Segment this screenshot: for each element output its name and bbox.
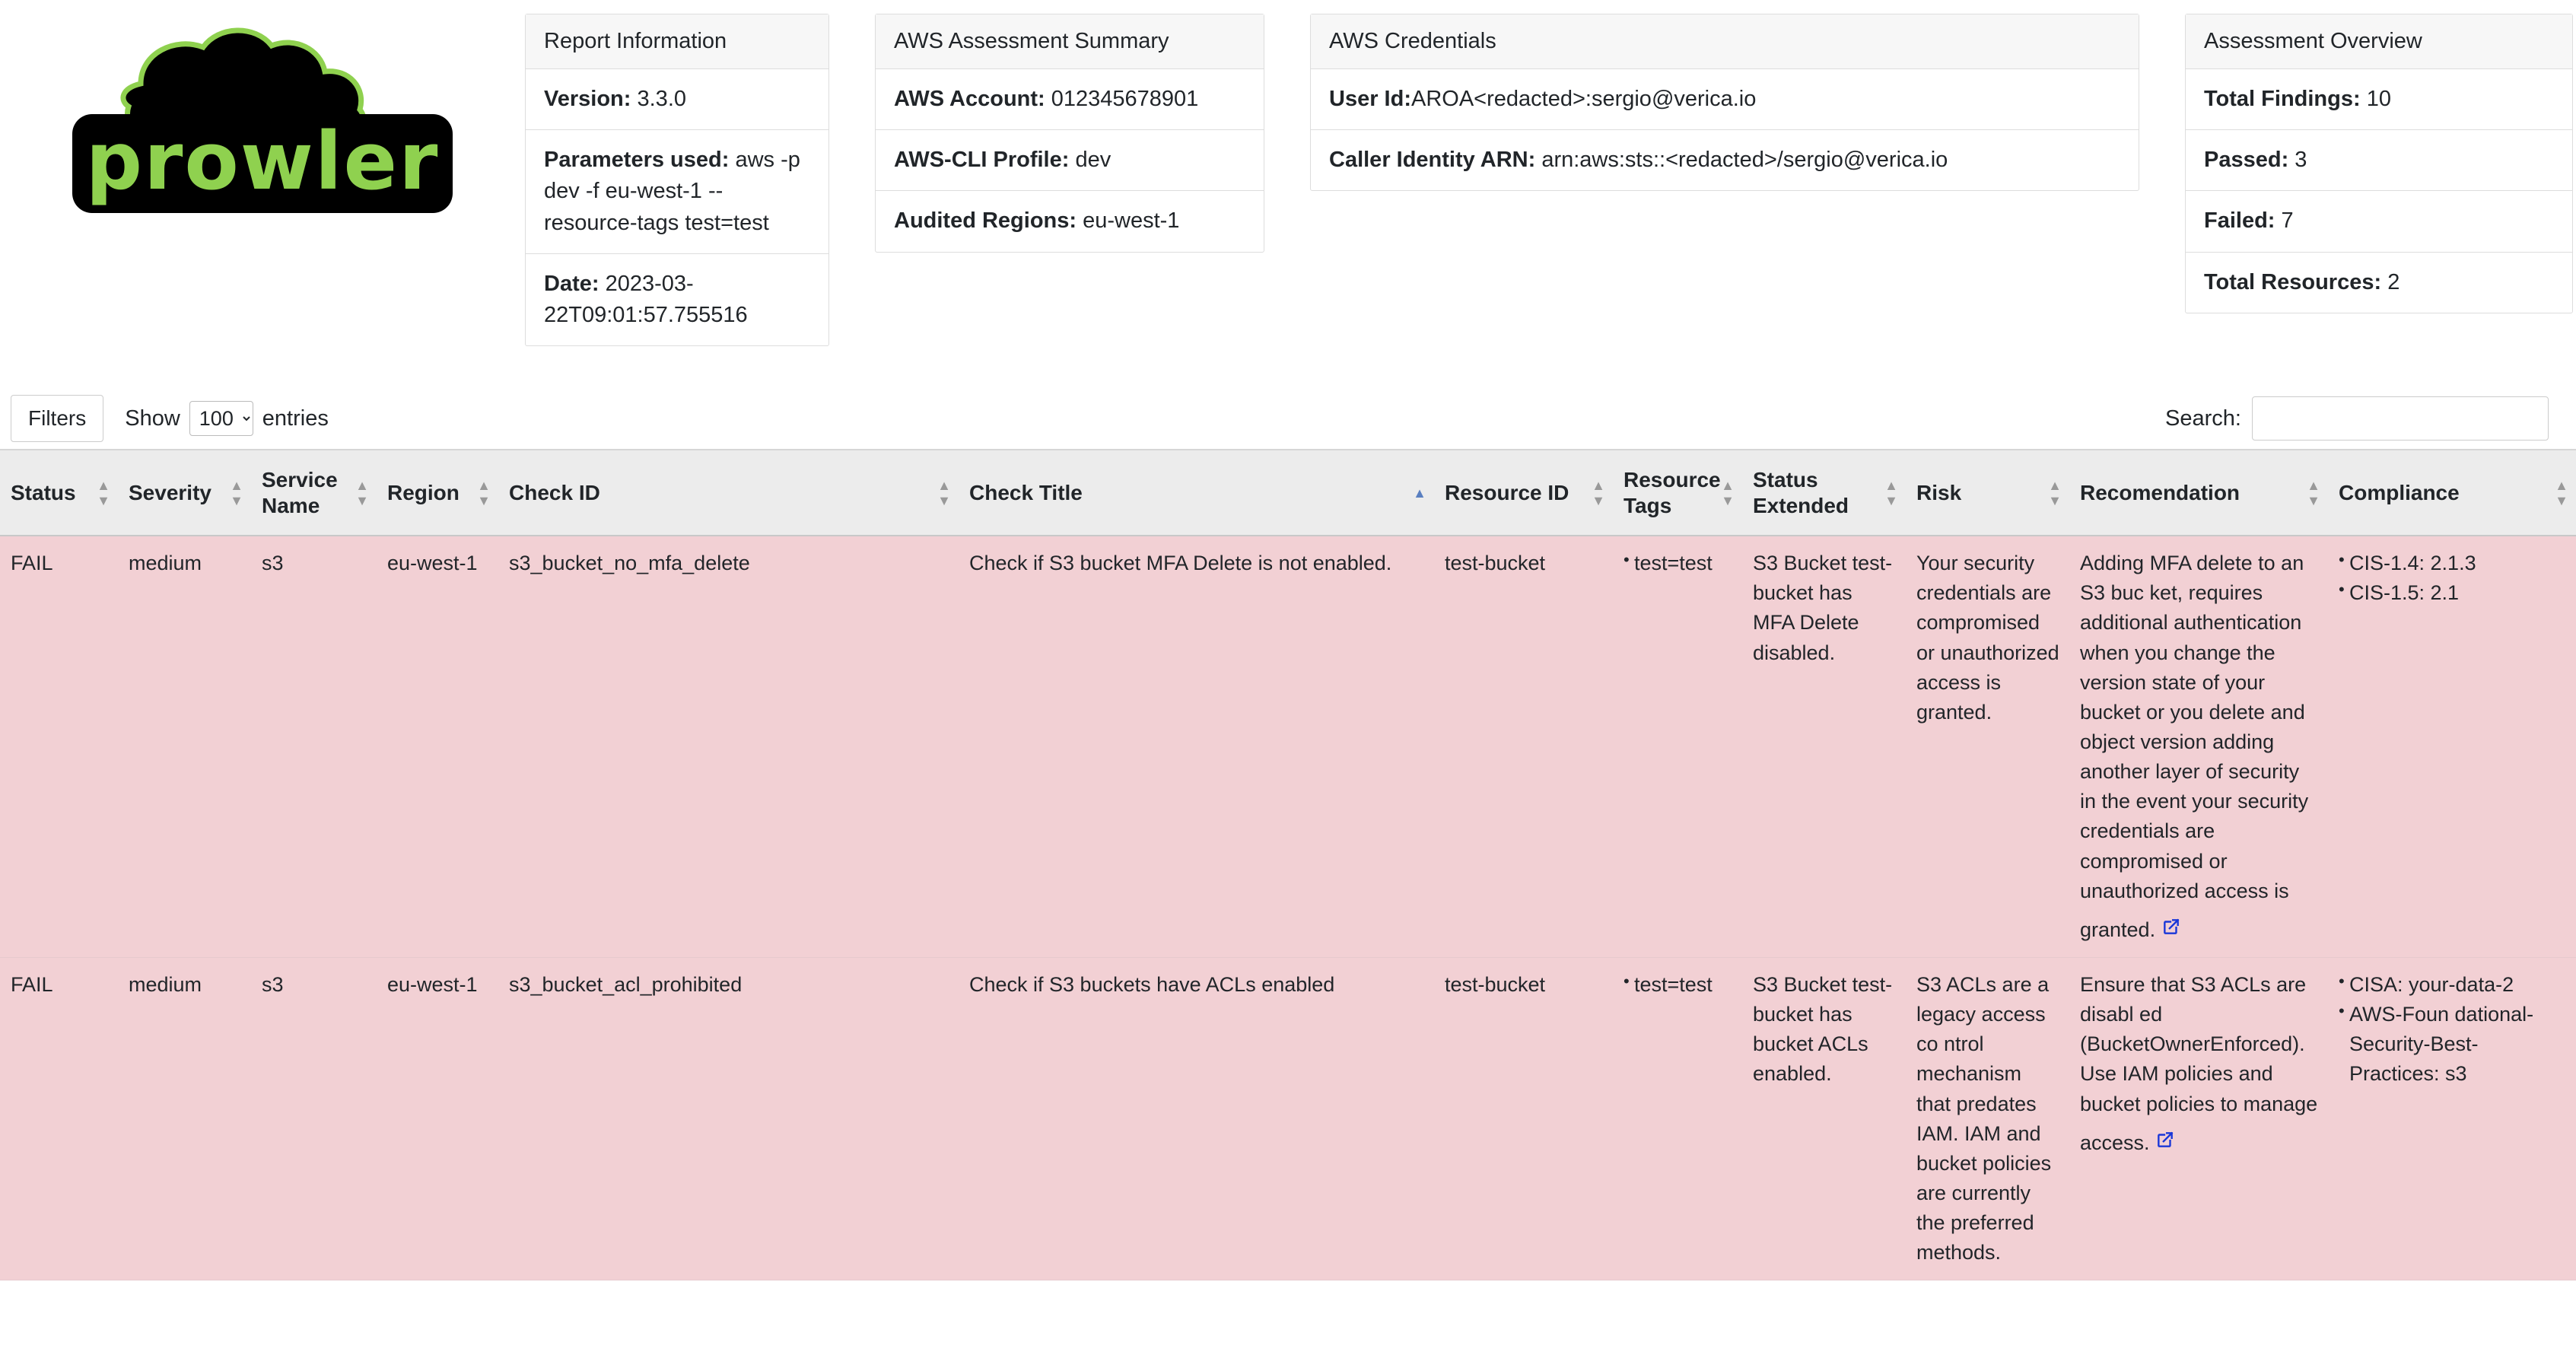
cell-status: FAIL [0, 958, 118, 1280]
card-aws-assessment-summary [875, 14, 1264, 253]
cell-status: FAIL [0, 536, 118, 957]
report-header-area [0, 0, 2576, 380]
filters-button[interactable]: Filters [11, 395, 103, 442]
compliance-list [2339, 970, 2567, 1089]
cell-region: eu-west-1 [377, 958, 498, 1280]
resource-tag: • test=test [1624, 549, 1733, 578]
passed-value: 3 [2295, 148, 2307, 173]
table-controls [0, 388, 2576, 449]
report-version-label: Version: [544, 87, 631, 111]
failed-value: 7 [2281, 208, 2294, 234]
sort-icon: ▲ ▼ [2048, 477, 2062, 508]
column-header-status[interactable]: Status ▲ ▼ [0, 450, 118, 536]
resource-tag-list [1624, 549, 1733, 578]
search-control [2165, 396, 2565, 441]
card-aws-credentials-title: AWS Credentials [1311, 14, 2139, 69]
cell-status-extended: S3 Bucket test-bucket has bucket ACLs enabled. [1742, 958, 1906, 1280]
cell-service-name: s3 [251, 536, 377, 957]
total-resources-label: Total Resources: [2204, 269, 2382, 294]
recomendation-text: Adding MFA delete to an S3 buc ket, requires additional authentication when you change the version state of your bucket or you delete and object version adding another layer of security in the event your security credentials are compromised or unauthorized access is granted. [2080, 552, 2309, 941]
report-version-value: 3.3.0 [637, 87, 686, 111]
column-header-risk[interactable]: Risk ▲ ▼ [1906, 450, 2069, 536]
compliance-item: • CISA: your-data-2 [2339, 970, 2567, 1000]
show-label: Show [125, 406, 180, 431]
aws-account-label: AWS Account: [894, 87, 1045, 111]
card-report-information [525, 14, 829, 346]
total-resources-row [2186, 253, 2572, 313]
cell-recomendation [2069, 536, 2328, 957]
card-aws-credentials [1310, 14, 2139, 191]
sort-icon: ▲ ▼ [97, 477, 110, 508]
passed-label: Passed: [2204, 148, 2289, 173]
column-header-resource-id[interactable]: Resource ID ▲ ▼ [1434, 450, 1613, 536]
failed-row [2186, 191, 2572, 252]
external-link-icon[interactable] [2155, 1130, 2175, 1150]
external-link-icon[interactable] [2161, 917, 2181, 937]
report-parameters-label: Parameters used: [544, 148, 730, 173]
sort-icon: ▲ ▼ [1721, 477, 1735, 508]
cell-resource-id: test-bucket [1434, 536, 1613, 957]
entries-label: entries [262, 406, 329, 431]
card-assessment-overview [2185, 14, 2573, 313]
aws-cli-profile-label: AWS-CLI Profile: [894, 148, 1070, 173]
column-header-check-id[interactable]: Check ID ▲ ▼ [498, 450, 959, 536]
caller-identity-arn-value: arn:aws:sts::<redacted>/sergio@verica.io [1541, 148, 1948, 173]
cell-severity: medium [118, 958, 251, 1280]
column-header-status-extended[interactable]: Status Extended ▲ ▼ [1742, 450, 1906, 536]
column-header-compliance[interactable]: Compliance ▲ ▼ [2328, 450, 2576, 536]
failed-label: Failed: [2204, 208, 2275, 234]
total-findings-value: 10 [2366, 87, 2391, 111]
cell-compliance [2328, 536, 2576, 957]
passed-row [2186, 130, 2572, 191]
resource-tag: • test=test [1624, 970, 1733, 1000]
audited-regions-value: eu-west-1 [1083, 208, 1180, 234]
sort-icon: ▲ ▼ [1592, 477, 1605, 508]
total-findings-label: Total Findings: [2204, 87, 2361, 111]
audited-regions-label: Audited Regions: [894, 208, 1077, 234]
total-findings-row [2186, 69, 2572, 130]
card-aws-assessment-summary-title: AWS Assessment Summary [876, 14, 1264, 69]
aws-account-row [876, 69, 1264, 130]
audited-regions-row [876, 191, 1264, 251]
search-input[interactable] [2252, 396, 2549, 441]
resource-tag-list [1624, 970, 1733, 1000]
caller-identity-arn-label: Caller Identity ARN: [1329, 148, 1536, 173]
card-assessment-overview-title: Assessment Overview [2186, 14, 2572, 69]
svg-text:prowler: prowler [85, 115, 440, 208]
user-id-row [1311, 69, 2139, 130]
compliance-item: • AWS-Foun dational-Security-Best-Practices: s3 [2339, 1000, 2567, 1089]
sort-icon-active: ▲ [1413, 485, 1426, 501]
cell-risk: S3 ACLs are a legacy access co ntrol mechanism that predates IAM. IAM and bucket policies are currently the preferred methods. [1906, 958, 2069, 1280]
cell-resource-tags [1613, 536, 1742, 957]
report-parameters-value: aws -p dev -f eu-west-1 --resource-tags test=test [544, 148, 800, 235]
cell-resource-tags [1613, 958, 1742, 1280]
entries-control [125, 401, 329, 436]
cell-check-title: Check if S3 bucket MFA Delete is not enabled. [959, 536, 1434, 957]
caller-identity-arn-row [1311, 130, 2139, 190]
compliance-item: • CIS-1.4: 2.1.3 [2339, 549, 2567, 578]
column-header-check-title[interactable]: Check Title ▲ [959, 450, 1434, 536]
cell-status-extended: S3 Bucket test-bucket has MFA Delete disabled. [1742, 536, 1906, 957]
sort-icon: ▲ ▼ [477, 477, 491, 508]
aws-account-value: 012345678901 [1051, 87, 1199, 111]
cell-service-name: s3 [251, 958, 377, 1280]
aws-cli-profile-value: dev [1075, 148, 1111, 173]
cell-check-id: s3_bucket_acl_prohibited [498, 958, 959, 1280]
cell-compliance [2328, 958, 2576, 1280]
user-id-label: User Id: [1329, 87, 1411, 111]
prowler-logo [0, 0, 525, 251]
table-row[interactable] [0, 958, 2576, 1280]
user-id-value: AROA<redacted>:sergio@verica.io [1410, 87, 1757, 111]
sort-icon: ▲ ▼ [1884, 477, 1898, 508]
column-header-recomendation[interactable]: Recomendation ▲ ▼ [2069, 450, 2328, 536]
sort-icon: ▲ ▼ [2307, 477, 2320, 508]
cell-check-id: s3_bucket_no_mfa_delete [498, 536, 959, 957]
report-date-label: Date: [544, 271, 599, 296]
card-report-information-title: Report Information [526, 14, 828, 69]
report-date-value: 2023-03-22T09:01:57.755516 [544, 271, 748, 327]
column-header-resource-tags[interactable]: Resource Tags ▲ ▼ [1613, 450, 1742, 536]
sort-icon: ▲ ▼ [2555, 477, 2568, 508]
search-label: Search: [2165, 406, 2241, 431]
cell-region: eu-west-1 [377, 536, 498, 957]
findings-table [0, 449, 2576, 1280]
sort-icon: ▲ ▼ [230, 477, 243, 508]
sort-icon: ▲ ▼ [937, 477, 951, 508]
recomendation-text: Ensure that S3 ACLs are disabl ed (BucketOwnerEnforced). Use IAM policies and bucket policies to manage access. [2080, 973, 2318, 1154]
summary-cards [525, 0, 2576, 346]
aws-cli-profile-row [876, 130, 1264, 191]
sort-icon: ▲ ▼ [355, 477, 369, 508]
column-header-severity[interactable]: Severity ▲ ▼ [118, 450, 251, 536]
report-date-row [526, 254, 828, 345]
cell-recomendation [2069, 958, 2328, 1280]
cell-severity: medium [118, 536, 251, 957]
compliance-item: • CIS-1.5: 2.1 [2339, 578, 2567, 608]
cell-resource-id: test-bucket [1434, 958, 1613, 1280]
column-header-region[interactable]: Region ▲ ▼ [377, 450, 498, 536]
column-header-service-name[interactable]: Service Name ▲ ▼ [251, 450, 377, 536]
report-version-row [526, 69, 828, 130]
total-resources-value: 2 [2387, 269, 2400, 294]
compliance-list [2339, 549, 2567, 608]
entries-select[interactable] [189, 401, 253, 436]
table-row[interactable] [0, 536, 2576, 957]
cell-risk: Your security credentials are compromised or unauthorized access is granted. [1906, 536, 2069, 957]
table-header-row [0, 450, 2576, 536]
report-parameters-row [526, 130, 828, 254]
cell-check-title: Check if S3 buckets have ACLs enabled [959, 958, 1434, 1280]
